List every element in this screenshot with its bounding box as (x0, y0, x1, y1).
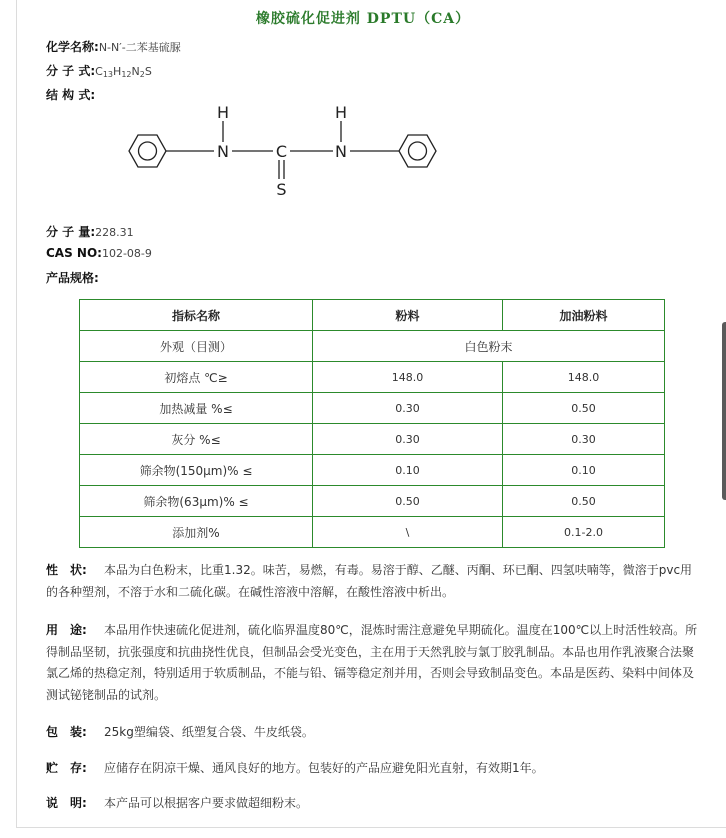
spec-row (46, 269, 99, 286)
left-phenyl-ring (129, 135, 166, 167)
table-header-row (80, 300, 665, 331)
row-powder-value: 0.30 (313, 424, 503, 455)
row-name: 灰分 %≤ (80, 424, 313, 455)
atom-c: C (275, 142, 288, 161)
row-name: 筛余物(150μm)% ≤ (80, 455, 313, 486)
storage-label: 贮 存: (46, 761, 87, 775)
cas-label: CAS NO: (46, 246, 102, 260)
row-oiled-value: 0.50 (503, 393, 665, 424)
note-text: 本产品可以根据客户要求做超细粉末。 (104, 796, 309, 810)
atom-s: S (276, 180, 287, 199)
table-row (80, 362, 665, 393)
row-powder-value: 148.0 (313, 362, 503, 393)
packaging-text: 25kg塑编袋、纸塑复合袋、牛皮纸袋。 (104, 725, 314, 739)
right-phenyl-ring (399, 135, 436, 167)
row-name: 外观（目测） (80, 331, 313, 362)
row-powder-value: 0.30 (313, 393, 503, 424)
cas-value: 102-08-9 (101, 247, 152, 260)
row-powder-value: \ (313, 517, 503, 548)
storage-section (46, 758, 701, 780)
packaging-label: 包 装: (46, 725, 87, 739)
page-title: 橡胶硫化促进剂 DPTU（CA） (255, 11, 471, 27)
row-name: 筛余物(63μm)% ≤ (80, 486, 313, 517)
spec-label: 产品规格: (46, 271, 99, 285)
chem-name-row (46, 38, 181, 55)
row-oiled-value: 148.0 (503, 362, 665, 393)
usage-label: 用 途: (46, 623, 87, 637)
row-name: 添加剂% (80, 517, 313, 548)
note-label: 说 明: (46, 796, 87, 810)
atom-h1: H (216, 103, 230, 122)
properties-section (46, 560, 701, 603)
structure-label: 结 构 式: (46, 88, 96, 102)
mol-weight-row (46, 223, 134, 240)
header-oiled-powder: 加油粉料 (503, 300, 665, 331)
row-name: 初熔点 ℃≥ (80, 362, 313, 393)
row-powder-value: 0.50 (313, 486, 503, 517)
properties-text: 本品为白色粉末，比重1.32。味苦，易燃，有毒。易溶于醇、乙醚、丙酮、环已酮、四氢呋喃等，微溶于pvc用的各种塑剂，不溶于水和二硫化碳。在碱性溶液中溶解，在酸性溶液中析出。 (46, 563, 693, 599)
atom-h2: H (334, 103, 348, 122)
table-row (80, 424, 665, 455)
row-oiled-value: 0.50 (503, 486, 665, 517)
left-phenyl-inner-circle (139, 142, 157, 160)
formula-value: $C_{13}H_{12}N_2S$ (95, 65, 152, 79)
table-row (80, 393, 665, 424)
table-row (80, 486, 665, 517)
note-section (46, 793, 701, 815)
row-name: 加热减量 %≤ (80, 393, 313, 424)
formula-row (46, 62, 152, 79)
appearance-value: 白色粉末 (313, 331, 665, 362)
chem-name-value: N-N′-二苯基硫脲 (98, 41, 181, 54)
packaging-section (46, 722, 701, 744)
structure-diagram (128, 102, 438, 212)
table-row (80, 517, 665, 548)
properties-label: 性 状: (46, 563, 87, 577)
storage-text: 应储存在阴凉干燥、通风良好的地方。包装好的产品应避免阳光直射，有效期1年。 (104, 761, 544, 775)
scroll-side-tab[interactable] (722, 322, 726, 500)
header-powder: 粉料 (313, 300, 503, 331)
row-powder-value: 0.10 (313, 455, 503, 486)
cas-row (46, 246, 152, 260)
mol-weight-value: 228.31 (95, 226, 134, 239)
structure-row (46, 86, 95, 103)
header-item: 指标名称 (80, 300, 313, 331)
row-oiled-value: 0.1-2.0 (503, 517, 665, 548)
atom-n2: N (335, 142, 347, 161)
atom-n1: N (217, 142, 229, 161)
chem-name-label: 化学名称: (46, 40, 99, 54)
table-row (80, 331, 665, 362)
spec-table (79, 299, 665, 548)
right-phenyl-inner-circle (409, 142, 427, 160)
usage-section (46, 620, 701, 706)
row-oiled-value: 0.30 (503, 424, 665, 455)
usage-text: 本品用作快速硫化促进剂，硫化临界温度80℃，混炼时需注意避免早期硫化。温度在100℃以上时活性较高。所得制品坚韧，抗张强度和抗曲挠性优良，但制品会受光变色，主在用于天然乳胶与氯丁胶乳制品。本品也用作乳液聚合法聚氯乙烯的热稳定剂，特别适用于软质制品，不能与铅、镉等稳定剂并用，否则会导致制品变色。本品是医药、染料中间体及测试铋铑制品的试剂。 (46, 623, 698, 702)
mol-weight-label: 分 子 量: (46, 225, 96, 239)
formula-label: 分 子 式: (46, 64, 96, 78)
table-row (80, 455, 665, 486)
row-oiled-value: 0.10 (503, 455, 665, 486)
